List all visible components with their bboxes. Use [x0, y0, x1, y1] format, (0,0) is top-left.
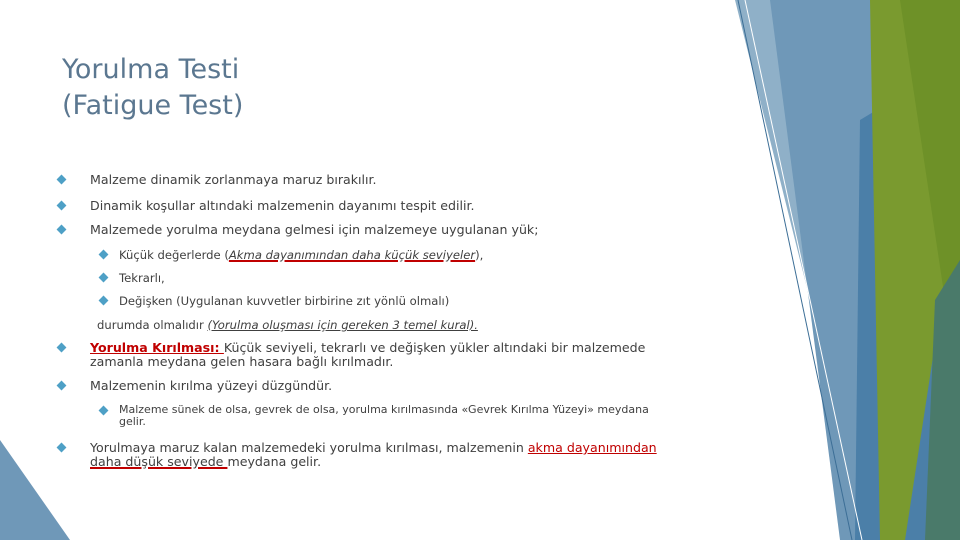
title-line-2: (Fatigue Test) — [62, 90, 244, 121]
subbullet-text: Değişken (Uygulanan kuvvetler birbirine zıt yönlü olmalı) — [119, 294, 450, 308]
subbullet-small-values — [119, 248, 483, 262]
deco-panel-bottom-left — [0, 440, 70, 540]
definition-line-2: zamanla meydana gelen hasara bağlı kırılmadır. — [90, 354, 394, 369]
yield-strength-highlight: akma dayanımından — [527, 440, 657, 455]
subbullet-line-1: Malzeme sünek de olsa, gevrek de olsa, yorulma kırılmasında «Gevrek Kırılma Yüzeyi» meydana — [119, 403, 649, 416]
condition-text: durumda olmalıdır — [97, 318, 208, 332]
title-line-1: Yorulma Testi — [62, 54, 240, 85]
bullet-text: Yorulmaya maruz kalan malzemedeki yorulma kırılması, malzemenin — [90, 440, 528, 455]
bullet-lower-level — [90, 441, 657, 469]
three-rules-note: (Yorulma oluşması için gereken 3 temel kural). — [207, 318, 478, 332]
bullet-dynamic-load — [90, 173, 377, 187]
bullet-dynamic-strength — [90, 199, 475, 213]
yield-strength-note: Akma dayanımından daha küçük seviyeler — [228, 248, 476, 262]
bullet-text: Dinamik koşullar altındaki malzemenin dayanımı tespit edilir. — [90, 198, 475, 213]
condition-note — [97, 318, 478, 332]
bullet-fracture-surface — [90, 379, 332, 393]
bullet-fatigue-fracture — [90, 341, 645, 369]
subbullet-repeated — [119, 271, 165, 285]
lower-level-highlight: daha düşük seviyede — [90, 454, 228, 469]
subbullet-suffix: ), — [475, 248, 484, 262]
bullet-text-end: meydana gelir. — [227, 454, 322, 469]
definition-line-1: Küçük seviyeli, tekrarlı ve değişken yükler altındaki bir malzemede — [223, 340, 646, 355]
subbullet-text: Tekrarlı, — [119, 271, 165, 285]
subbullet-brittle-surface — [119, 404, 649, 428]
fatigue-fracture-term: Yorulma Kırılması: — [90, 340, 224, 355]
subbullet-line-2: gelir. — [119, 415, 146, 428]
slide-title — [62, 52, 662, 124]
subbullet-text: Küçük değerlerde ( — [119, 248, 229, 262]
bullet-load-conditions — [90, 223, 538, 237]
bullet-text: Malzeme dinamik zorlanmaya maruz bırakılır. — [90, 172, 377, 187]
bullet-text: Malzemede yorulma meydana gelmesi için malzemeye uygulanan yük; — [90, 222, 539, 237]
bullet-text: Malzemenin kırılma yüzeyi düzgündür. — [90, 378, 333, 393]
subbullet-variable — [119, 294, 449, 308]
